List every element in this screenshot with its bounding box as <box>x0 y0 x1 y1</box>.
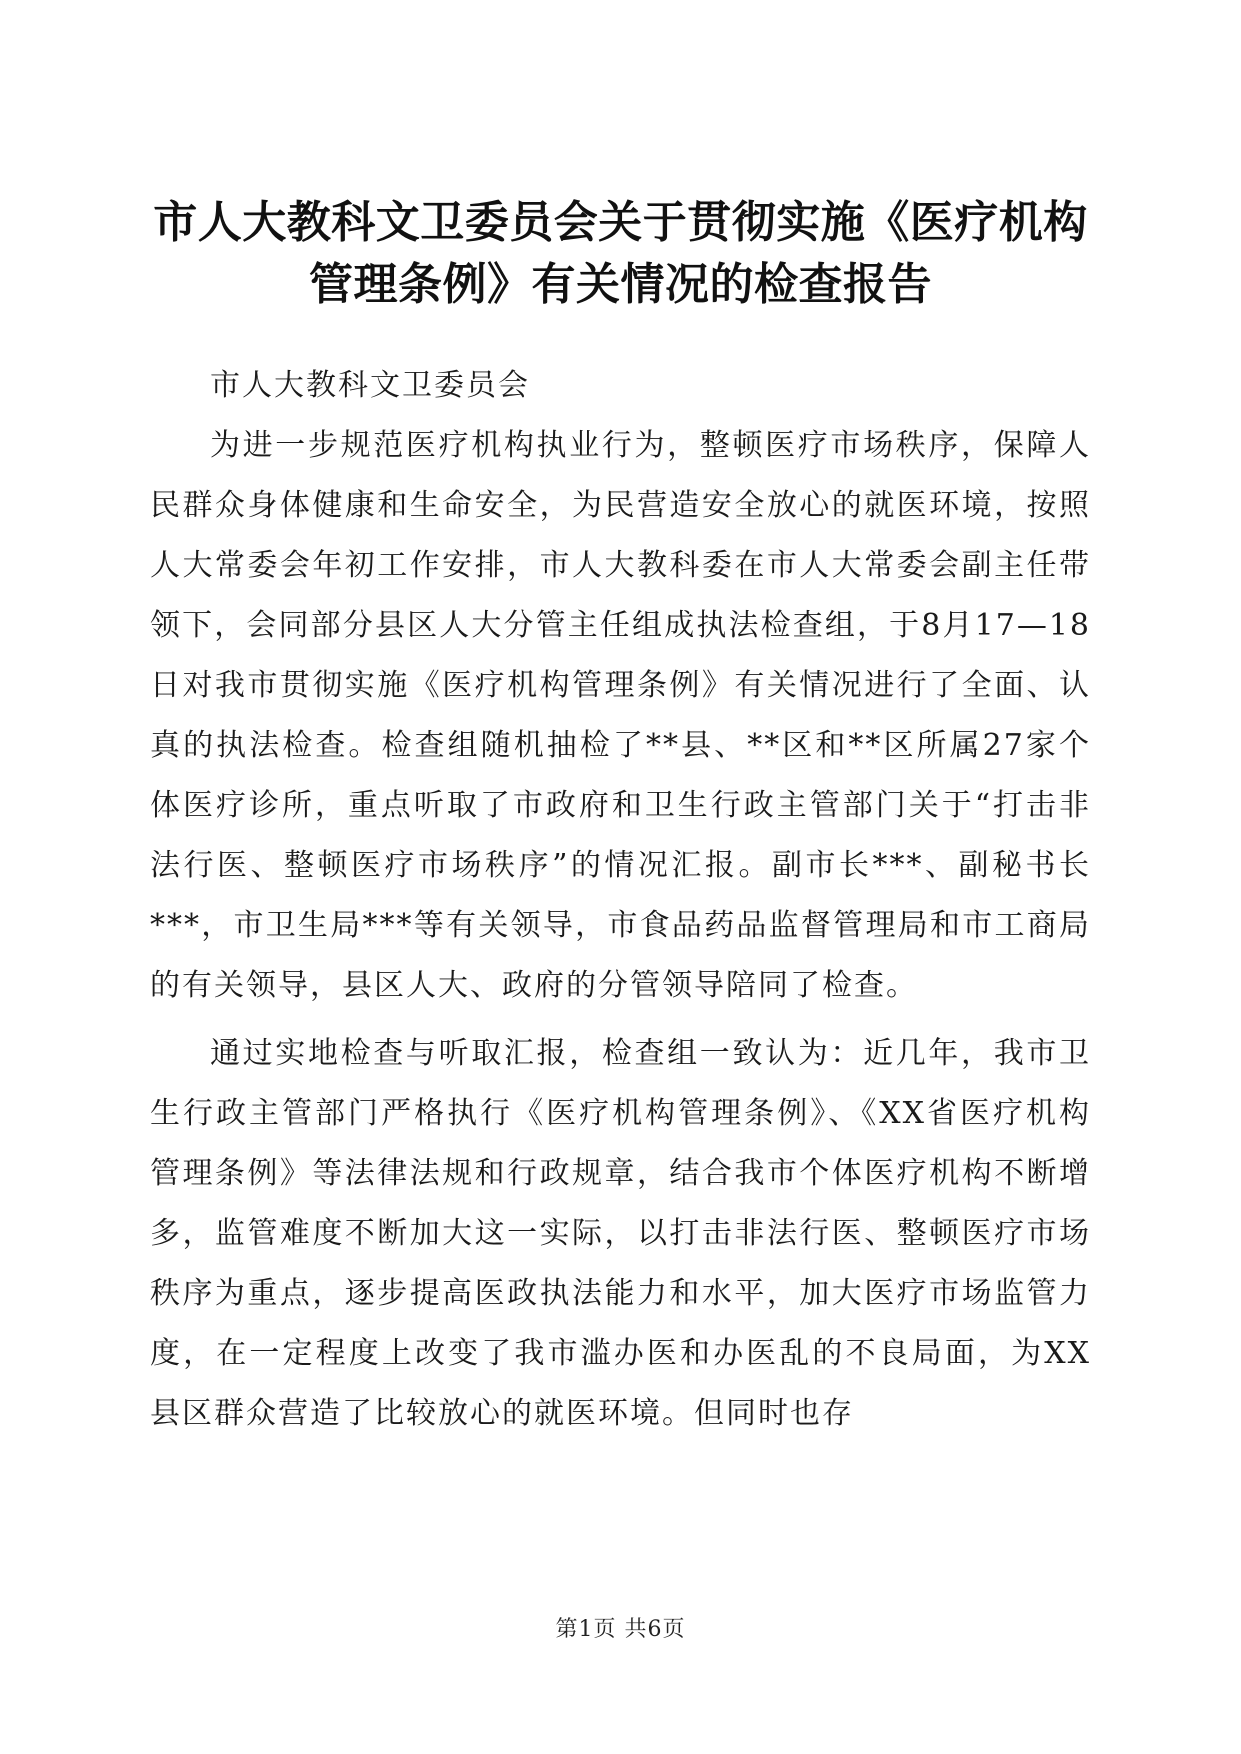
paragraph-2: 通过实地检查与听取汇报，检查组一致认为：近几年，我市卫生行政主管部门严格执行《医疗机构管理条例》、《XX省医疗机构管理条例》等法律法规和行政规章，结合我市个体医疗机构不断增多，监管难度不断加大这一实际，以打击非法行医、整顿医疗市场秩序为重点，逐步提高医政执法能力和水平，加大医疗市场监管力度，在一定程度上改变了我市滥办医和办医乱的不良局面，为XX县区群众营造了比较放心的就医环境。但同时也存 <box>150 1036 1091 1431</box>
paragraph-1: 为进一步规范医疗机构执业行为，整顿医疗市场秩序，保障人民群众身体健康和生命安全，为民营造安全放心的就医环境，按照人大常委会年初工作安排，市人大教科委在市人大常委会副主任带领下，会同部分县区人大分管主任组成执法检查组，于8月17—18日对我市贯彻实施《医疗机构管理条例》有关情况进行了全面、认真的执法检查。检查组随机抽检了**县、**区和**区所属27家个体医疗诊所，重点听取了市政府和卫生行政主管部门关于“打击非法行医、整顿医疗市场秩序”的情况汇报。副市长***、副秘书长***，市卫生局***等有关领导，市食品药品监督管理局和市工商局的有关领导，县区人大、政府的分管领导陪同了检查。 <box>150 428 1091 1003</box>
author-line: 市人大教科文卫委员会 <box>210 368 530 403</box>
document-body <box>150 356 1091 1444</box>
document-title: 市人大教科文卫委员会关于贯彻实施《医疗机构管理条例》有关情况的检查报告 <box>153 197 1088 310</box>
page-footer: 第1页 共6页 <box>555 1617 686 1642</box>
